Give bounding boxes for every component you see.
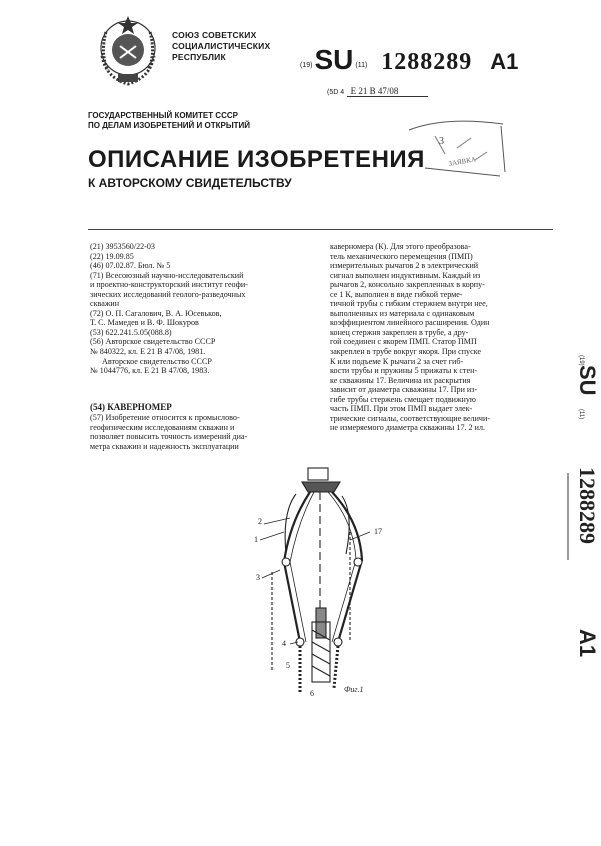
abstract-line: тель механического перемещения (ПМП): [330, 251, 473, 261]
biblio-line: скважин: [90, 299, 120, 309]
housing-cap: [302, 482, 340, 492]
committee-line: ГОСУДАРСТВЕННЫЙ КОМИТЕТ СССР: [88, 111, 238, 120]
abstract-line: закреплен в трубе вокруг якоря. При спуске: [330, 347, 481, 357]
label-4: 4: [282, 639, 286, 648]
lever-arm-right: [332, 492, 362, 642]
pub-kind: A1: [490, 49, 519, 74]
biblio-line: (56) Авторское свидетельство СССР: [90, 337, 216, 347]
pivot-lower-right: [334, 638, 342, 646]
label-17: 17: [374, 527, 382, 536]
biblio-line: (22) 19.09.85: [90, 251, 134, 261]
label-5: 5: [286, 661, 290, 670]
lever-rod-right: [328, 492, 356, 642]
abstract-line: коэффициентом линейного расширения. Один: [330, 318, 490, 328]
abstract-line: не измеряемого диаметра скважины 17. 2 ил.: [330, 423, 486, 433]
biblio-line: (71) Всесоюзный научно-исследовательский: [90, 270, 244, 280]
sidebar-code-11: (11): [578, 409, 584, 420]
abstract-line: каверномера (К). Для этого преобразова-: [330, 242, 471, 251]
abstract-line: часть ПМП. При этом ПМП выдает элек-: [330, 404, 473, 414]
abstract-line: К или подъеме К рычаги 2 за счет гиб-: [330, 356, 464, 366]
stamp-number: 3: [439, 136, 444, 147]
abstract-line: гибе трубы стержень смещает подвижную: [330, 394, 476, 404]
pub-country: SU: [314, 44, 354, 75]
abstract-line: геофизическим исследованиям скважин и: [90, 422, 235, 432]
abstract-line: зависит от диаметра скважины 17. При из-: [330, 385, 478, 395]
figure-caption: Фиг.1: [344, 685, 364, 694]
pub-number: 1288289: [381, 49, 473, 75]
abstract-line: ке скважины 17. Величина их раскрытия: [330, 375, 471, 385]
label-1: 1: [254, 535, 258, 544]
label-6: 6: [310, 689, 314, 698]
biblio-line: (53) 622.241.5.05(088.8): [90, 327, 172, 337]
abstract-line: выполненных из материала с одинаковым: [330, 308, 475, 318]
abstract-right: [330, 242, 555, 433]
sidebar-number: 1288289: [575, 467, 600, 544]
sidebar-country: SU: [575, 365, 600, 396]
abstract-line: (57) Изобретение относится к промыслово-: [90, 413, 240, 422]
invention-title: (54) КАВЕРНОМЕР: [90, 402, 172, 412]
biblio-line: № 1044776, кл. Е 21 В 47/08, 1983.: [90, 366, 210, 376]
abstract-line: се 1 К, выполнен в виде гибкой терме-: [330, 289, 463, 299]
committee-line: ПО ДЕЛАМ ИЗОБРЕТЕНИЙ И ОТКРЫТИЙ: [88, 121, 251, 130]
biblio-line: (72) О. П. Сагалович, В. А. Юсевьков,: [90, 308, 222, 318]
biblio-line: и проектно-конструкторский институт геофи-: [90, 280, 248, 290]
pivot-right: [354, 558, 362, 566]
abstract-line: гой соединен с якорем ПМП. Статор ПМП: [330, 337, 477, 347]
biblio-line: зических исследований геолого-разведочных: [90, 289, 246, 299]
ipc-value: Е 21 В 47/08: [347, 86, 429, 97]
housing-top: [308, 468, 328, 480]
ussr-block: [172, 30, 270, 63]
biblio-line: № 840322, кл. Е 21 В 47/08, 1981.: [90, 347, 206, 357]
committee-block: [88, 111, 250, 131]
abstract-line: тичной трубы с гибким стержнем внутри нее,: [330, 299, 488, 309]
abstract-line: метра скважин и надежность эксплуатации: [90, 441, 239, 451]
biblio-line: Т. С. Мамедев и В. Ф. Шокуров: [90, 318, 199, 328]
lever-arm-left: [284, 492, 310, 642]
ipc-code: (5D 4: [327, 89, 345, 96]
technical-drawing: [250, 462, 440, 702]
sidebar-code-19: (19): [578, 355, 584, 366]
pivot-left: [282, 558, 290, 566]
abstract-line: позволяет повысить точность измерений диа-: [90, 432, 248, 442]
page-title: ОПИСАНИЕ ИЗОБРЕТЕНИЯ: [88, 146, 425, 173]
ussr-line: СОЮЗ СОВЕТСКИХ: [172, 30, 257, 40]
publication-number: [300, 44, 518, 76]
abstract-line: измерительных рычагов 2 в электрический: [330, 261, 479, 271]
bibliography: [90, 242, 322, 376]
abstract-line: конец стержня закреплен в трубе, а дру-: [330, 327, 469, 337]
sidebar-kind: A1: [575, 629, 600, 658]
divider: [88, 229, 553, 230]
abstract-line: рычагов 2, консольно закрепленных в корпу-: [330, 280, 485, 290]
abstract-left: [90, 413, 322, 451]
vertical-publication-number: [560, 355, 600, 665]
spring-right: [334, 646, 338, 688]
pub-code-19: (19): [300, 62, 313, 69]
label-3: 3: [256, 573, 260, 582]
ussr-line: РЕСПУБЛИК: [172, 52, 226, 62]
lever-rod-left: [290, 492, 314, 642]
stamp-text: ЗАЯВКА: [447, 155, 477, 168]
pub-code-11: (11): [355, 62, 368, 69]
abstract-line: сигнал выполнен индуктивным. Каждый из: [330, 270, 481, 280]
ussr-emblem-icon: [92, 10, 164, 90]
ipc-classification: [327, 86, 428, 96]
biblio-line: (46) 07.02.87. Бюл. № 5: [90, 261, 171, 271]
abstract-line: трические сигналы, соответствующие величи-: [330, 413, 491, 423]
ussr-line: СОЦИАЛИСТИЧЕСКИХ: [172, 41, 271, 51]
biblio-line: (21) 3953560/22-03: [90, 242, 155, 251]
abstract-line: кости трубы и пружины 5 прижаты к стен-: [330, 366, 478, 376]
label-2: 2: [258, 517, 262, 526]
page-subtitle: К АВТОРСКОМУ СВИДЕТЕЛЬСТВУ: [88, 176, 292, 190]
biblio-line: Авторское свидетельство СССР: [102, 356, 212, 366]
